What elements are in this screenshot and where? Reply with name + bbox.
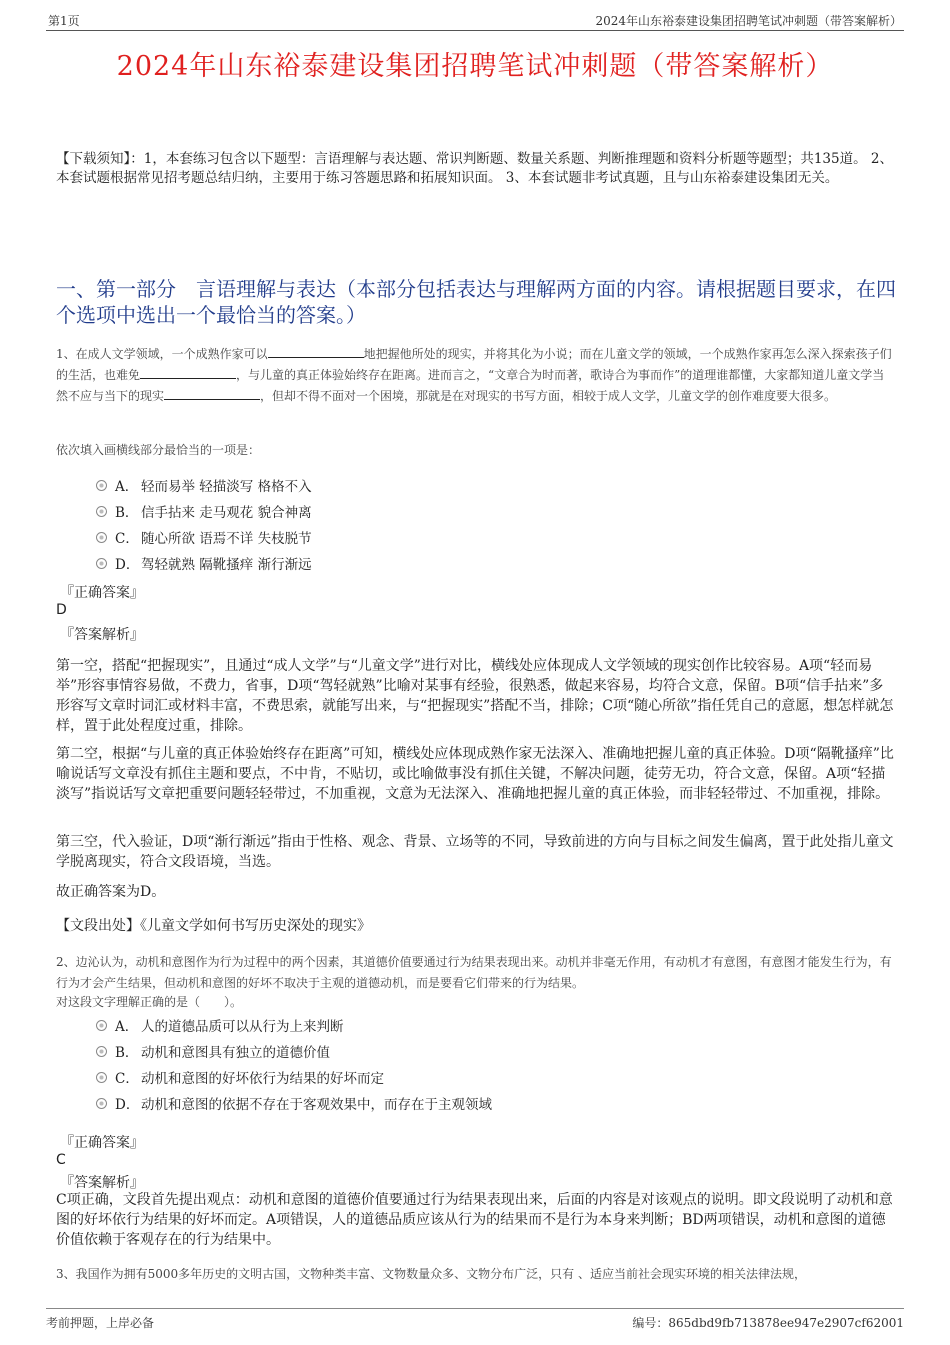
radio-icon[interactable] <box>96 1046 107 1057</box>
option-d[interactable]: D． 动机和意图的依据不存在于客观效果中，而存在于主观领域 <box>96 1090 492 1116</box>
question-1-options <box>96 472 312 576</box>
analysis-paragraph: 第二空，根据“与儿童的真正体验始终存在距离”可知，横线处应体现成熟作家无法深入、准确地把握儿童的真正体验。D项“隔靴搔痒”比喻说话写文章没有抓住主题和要点，不中肯，不贴切，或比喻做事没有抓住关键，不解决问题，徒劳无功，符合文意，保留。A项“轻描淡写”指说话写文章把重要问题轻轻带过，不加重视，文意为无法深入、准确地把握儿童的真正体验，而非轻轻带过、不加重视，排除。 <box>56 746 894 802</box>
answer-tag: 『正确答案』 <box>60 1135 144 1151</box>
radio-icon[interactable] <box>96 506 107 517</box>
question-2-prompt: 对这段文字理解正确的是（ ）。 <box>56 995 243 1009</box>
document-id: 编号：865dbd9fb713878ee947e2907cf62001 <box>632 1316 904 1330</box>
source-citation: 【文段出处】《儿童文学如何书写历史深处的现实》 <box>56 918 371 934</box>
footer-slogan: 考前押题，上岸必备 <box>46 1316 155 1330</box>
fill-blank-3 <box>164 387 260 400</box>
option-d[interactable]: D． 驾轻就熟 隔靴搔痒 渐行渐远 <box>96 550 312 576</box>
analysis-conclusion: 故正确答案为D。 <box>56 884 166 900</box>
radio-icon[interactable] <box>96 532 107 543</box>
header-doc-title: 2024年山东裕泰建设集团招聘笔试冲刺题（带答案解析） <box>595 14 902 28</box>
section-heading: 一、第一部分 言语理解与表达（本部分包括表达与理解两方面的内容。请根据题目要求，在四个选项中选出一个最恰当的答案。） <box>56 277 896 327</box>
option-b[interactable]: B． 信手拈来 走马观花 貌合神离 <box>96 498 312 524</box>
analysis-paragraph: C项正确，文段首先提出观点：动机和意图的道德价值要通过行为结果表现出来，后面的内容是对该观点的说明。即文段说明了动机和意图的好坏依行为结果的好坏而定。A项错误，人的道德品质应该从行为的结果而不是行为本身来判断；BD两项错误，动机和意图的道德价值依赖于客观存在的行为结果中。 <box>56 1192 893 1248</box>
option-a[interactable]: A． 轻而易举 轻描淡写 格格不入 <box>96 472 312 498</box>
question-3-stem: 3、我国作为拥有5000多年历史的文明古国，文物种类丰富、文物数量众多、文物分布广泛，只有 、适应当前社会现实环境的相关法律法规， <box>56 1267 806 1281</box>
option-c[interactable]: C． 动机和意图的好坏依行为结果的好坏而定 <box>96 1064 492 1090</box>
question-2-options <box>96 1012 492 1116</box>
footer-divider <box>46 1308 904 1309</box>
answer-tag: 『正确答案』 <box>60 585 144 601</box>
correct-answer: C <box>56 1152 66 1168</box>
radio-icon[interactable] <box>96 1020 107 1031</box>
correct-answer: D <box>56 602 67 618</box>
option-c[interactable]: C． 随心所欲 语焉不详 失枝脱节 <box>96 524 312 550</box>
page-header <box>46 8 904 31</box>
option-a[interactable]: A． 人的道德品质可以从行为上来判断 <box>96 1012 492 1038</box>
analysis-paragraph: 第一空，搭配“把握现实”，且通过“成人文学”与“儿童文学”进行对比，横线处应体现成人文学领域的现实创作比较容易。A项“轻而易举”形容事情容易做，不费力，省事，D项“驾轻就熟”比喻对某事有经验，很熟悉，做起来容易，均符合文意，保留。B项“信手拈来”多形容写文章时词汇或材料丰富，不费思索，就能写出来，与“把握现实”搭配不当，排除；C项“随心所欲”指任凭自己的意愿，想怎样就怎样，置于此处程度过重，排除。 <box>56 658 894 734</box>
question-1-stem: 1、在成人文学领域，一个成熟作家可以 地把握他所处的现实，并将其化为小说；而在儿童文学的领域，一个成熟作家再怎么深入探索孩子们的生活，也难免 ，与儿童的真正体验始终存在距离。进而言之，“文章合为时而著，歌诗合为事而作”的道理谁都懂，大家都知道儿童文学当然不应与当下的现实 ，但却不得不面对一个困境，那就是在对现实的书写方面，相较于成人文学，儿童文学的创作难度要大很多。 <box>56 347 892 403</box>
radio-icon[interactable] <box>96 1072 107 1083</box>
analysis-paragraph: 第三空，代入验证，D项“渐行渐远”指由于性格、观念、背景、立场等的不同，导致前进的方向与目标之间发生偏离，置于此处指儿童文学脱离现实，符合文段语境，当选。 <box>56 834 894 870</box>
radio-icon[interactable] <box>96 1098 107 1109</box>
radio-icon[interactable] <box>96 480 107 491</box>
fill-blank-2 <box>140 366 236 379</box>
analysis-tag: 『答案解析』 <box>60 627 144 643</box>
analysis-tag: 『答案解析』 <box>60 1175 144 1191</box>
question-1-prompt: 依次填入画横线部分最恰当的一项是： <box>56 443 261 457</box>
fill-blank-1 <box>268 345 364 358</box>
question-2-stem: 2、边沁认为，动机和意图作为行为过程中的两个因素，其道德价值要通过行为结果表现出来。动机并非毫无作用，有动机才有意图，有意图才能发生行为，有行为才会产生结果，但动机和意图的好坏不取决于主观的道德动机，而是要看它们带来的行为结果。 <box>56 955 892 990</box>
page-number: 第1页 <box>48 14 80 28</box>
option-b[interactable]: B． 动机和意图具有独立的道德价值 <box>96 1038 492 1064</box>
download-notice: 【下载须知】：1，本套练习包含以下题型：言语理解与表达题、常识判断题、数量关系题、判断推理题和资料分析题等题型；共135道。 2、本套试题根据常见招考题总结归纳，主要用于练习答题思路和拓展知识面。 3、本套试题非考试真题，且与山东裕泰建设集团无关。 <box>56 151 893 186</box>
document-title: 2024年山东裕泰建设集团招聘笔试冲刺题（带答案解析） <box>116 51 834 82</box>
radio-icon[interactable] <box>96 558 107 569</box>
